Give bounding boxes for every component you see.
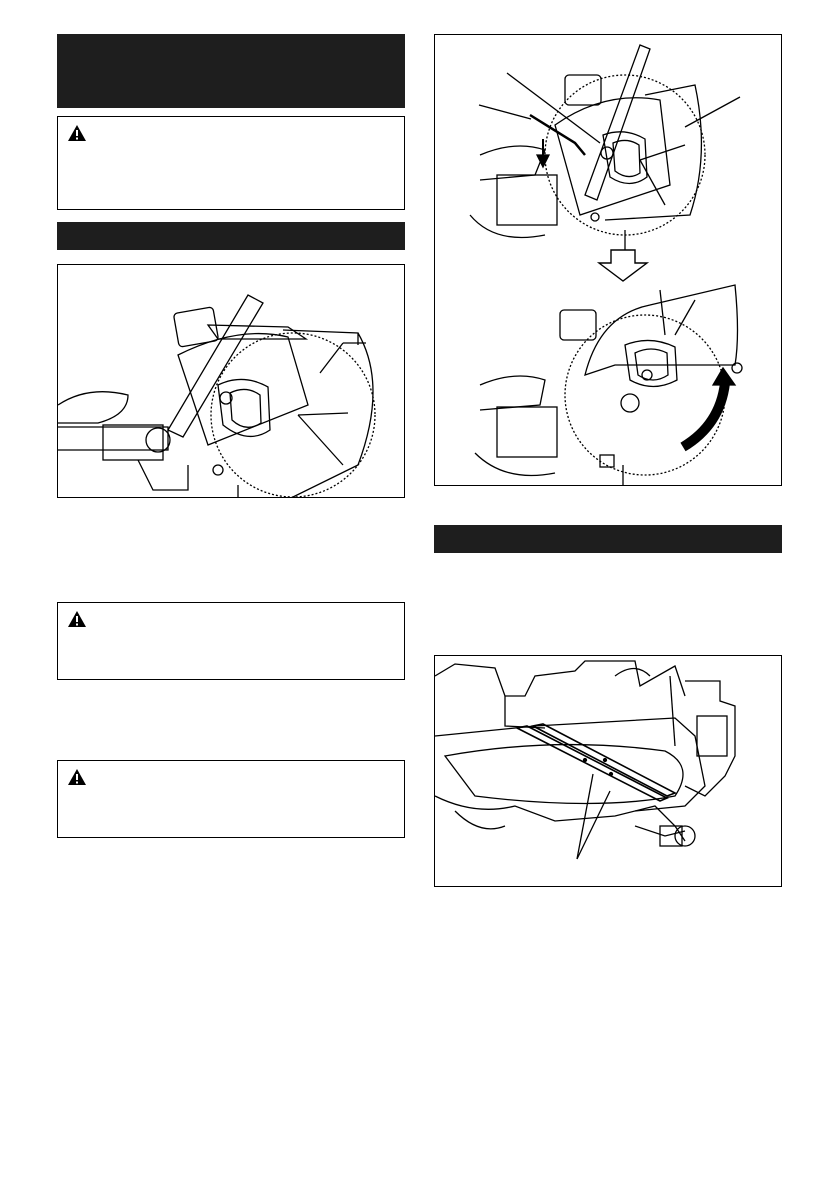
miter-saw-blade-change-illustration [435,35,782,486]
warning-box [57,116,405,210]
miter-saw-kerf-board-illustration [435,656,782,887]
warning-triangle-icon [67,768,87,786]
figure-kerf-boards [434,655,782,887]
figure-blade-change [434,34,782,486]
warning-triangle-icon [67,124,87,142]
warning-box [57,602,405,680]
section-bar-left [57,222,405,250]
warning-box [57,760,405,838]
title-block [57,34,405,108]
miter-saw-blade-guard-illustration [58,265,405,498]
warning-triangle-icon [67,610,87,628]
section-bar-right [434,525,782,553]
figure-blade-guard [57,264,405,498]
